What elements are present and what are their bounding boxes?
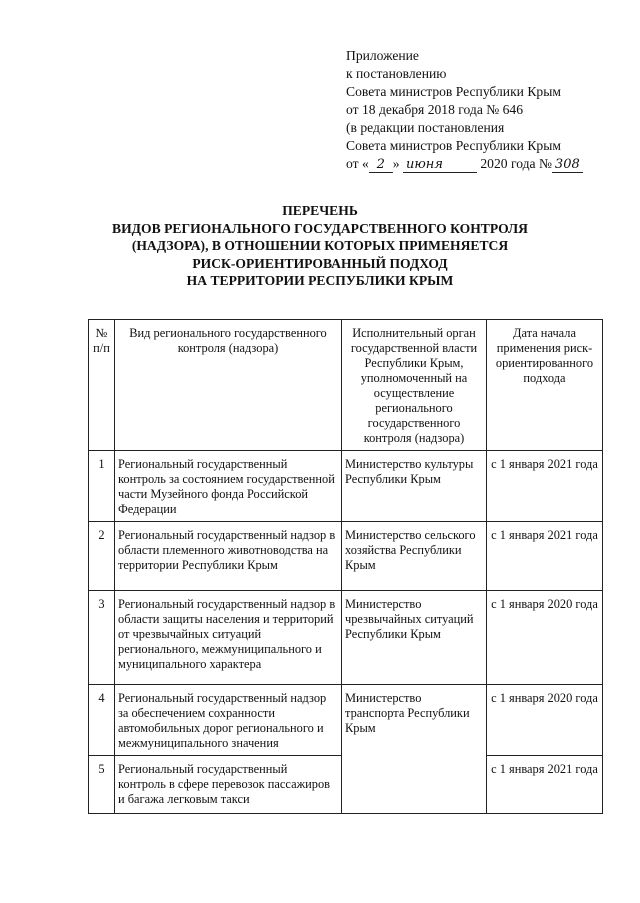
row-organ: Министерство чрезвычайных ситуаций Республики Крым <box>342 591 487 685</box>
row-kind: Региональный государственный надзор в области племенного животноводства на территории Республики Крым <box>115 522 342 591</box>
date-year: 2020 года № <box>480 156 552 171</box>
row-num: 3 <box>89 591 115 685</box>
row-organ: Министерство транспорта Республики Крым <box>342 685 487 814</box>
appendix-block <box>346 47 583 173</box>
handwritten-number: 308 <box>552 157 583 173</box>
row-num: 1 <box>89 451 115 522</box>
appendix-line: Совета министров Республики Крым <box>346 84 561 99</box>
document-title <box>60 202 580 290</box>
row-kind: Региональный государственный надзор за обеспечением сохранности автомобильных дорог регионального и межмуниципального значения <box>115 685 342 756</box>
table-row <box>89 685 603 756</box>
handwritten-month: июня <box>403 157 477 173</box>
appendix-line: (в редакции постановления <box>346 120 505 135</box>
row-kind: Региональный государственный контроль в сфере перевозок пассажиров и багажа легковым такси <box>115 756 342 814</box>
appendix-date-line <box>346 155 583 173</box>
appendix-line: к постановлению <box>346 66 447 81</box>
header-kind: Вид регионального государственного контроля (надзора) <box>115 320 342 451</box>
header-organ: Исполнительный орган государственной власти Республики Крым, уполномоченный на осуществление регионального государственного контроля (надзора) <box>342 320 487 451</box>
row-date: с 1 января 2020 года <box>487 685 603 756</box>
row-date: с 1 января 2020 года <box>487 591 603 685</box>
appendix-line: от 18 декабря 2018 года № 646 <box>346 102 524 117</box>
row-num: 5 <box>89 756 115 814</box>
row-num: 4 <box>89 685 115 756</box>
row-kind: Региональный государственный контроль за состоянием государственной части Музейного фонда Российской Федерации <box>115 451 342 522</box>
title-line: РИСК-ОРИЕНТИРОВАННЫЙ ПОДХОД <box>192 255 448 271</box>
title-line: ПЕРЕЧЕНЬ <box>282 203 358 218</box>
table-header-row <box>89 320 603 451</box>
date-mid: » <box>392 156 400 171</box>
title-line: (НАДЗОРА), В ОТНОШЕНИИ КОТОРЫХ ПРИМЕНЯЕТСЯ <box>131 238 509 253</box>
row-date: с 1 января 2021 года <box>487 522 603 591</box>
row-kind: Региональный государственный надзор в области защиты населения и территорий от чрезвычайных ситуаций регионального, межмуниципального и муниципального характера <box>115 591 342 685</box>
appendix-line: Приложение <box>346 48 419 63</box>
row-date: с 1 января 2021 года <box>487 451 603 522</box>
table-row <box>89 591 603 685</box>
appendix-line: Совета министров Республики Крым <box>346 138 561 153</box>
header-date: Дата начала применения риск-ориентированного подхода <box>487 320 603 451</box>
row-organ: Министерство сельского хозяйства Республики Крым <box>342 522 487 591</box>
row-organ: Министерство культуры Республики Крым <box>342 451 487 522</box>
control-types-table <box>88 319 603 814</box>
table-row <box>89 522 603 591</box>
row-date: с 1 января 2021 года <box>487 756 603 814</box>
title-line: ВИДОВ РЕГИОНАЛЬНОГО ГОСУДАРСТВЕННОГО КОНТРОЛЯ <box>112 220 528 236</box>
table-row <box>89 451 603 522</box>
header-num: № п/п <box>89 320 115 451</box>
date-prefix: от « <box>346 156 369 171</box>
handwritten-day: 2 <box>369 157 393 173</box>
row-num: 2 <box>89 522 115 591</box>
title-line: НА ТЕРРИТОРИИ РЕСПУБЛИКИ КРЫМ <box>186 273 454 288</box>
